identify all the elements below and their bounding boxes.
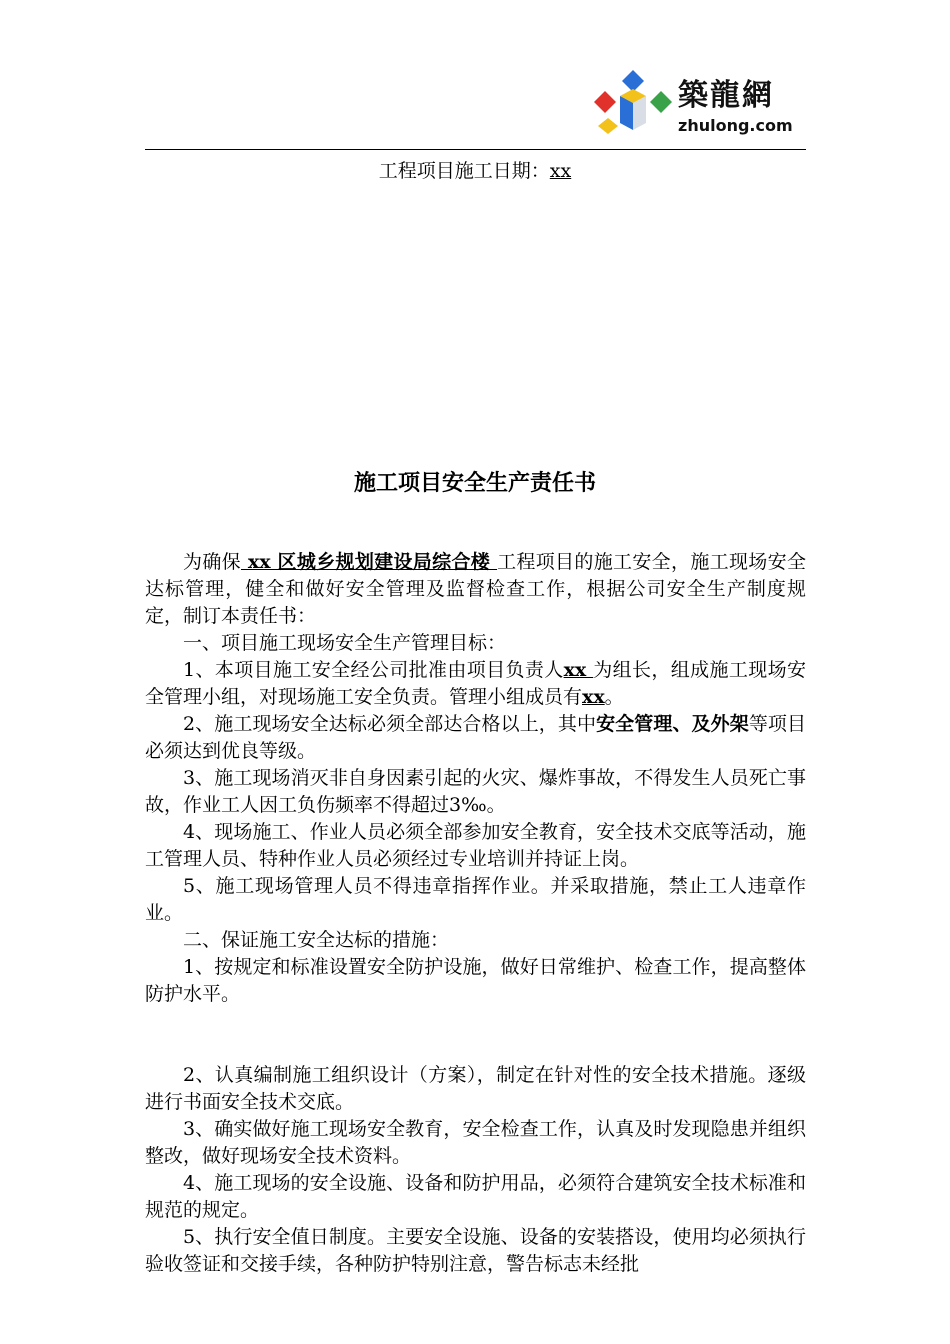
s1-item2-text-start: 2、施工现场安全达标必须全部达合格以上，其中 [183,713,597,735]
project-name: xx 区城乡规划建设局综合楼 [240,551,498,573]
zhulong-logo [592,68,807,140]
section-1-heading: 一、项目施工现场安全生产管理目标： [183,632,507,654]
section-1-item-4: 4、现场施工、作业人员必须全部参加安全教育，安全技术交底等活动，施工管理人员、特种作业人员必须经过专业培训并持证上岗。 [145,821,806,870]
section-2-heading: 二、保证施工安全达标的措施： [183,929,450,951]
intro-paragraph [145,549,806,630]
section-2-item-4: 4、施工现场的安全设施、设备和防护用品，必须符合建筑安全技术标准和规范的规定。 [145,1172,806,1221]
s1-item2-bold-text: 安全管理、及外架 [596,713,749,735]
s1-item1-text-end: 。 [604,686,624,708]
date-value: xx [549,160,572,182]
section-1-item-5: 5、施工现场管理人员不得违章指挥作业。并采取措施，禁止工人违章作业。 [145,875,806,924]
logo-domain-text: zhulong.com [678,116,793,135]
s1-item1-text-start: 1、本项目施工安全经公司批准由项目负责人 [183,659,564,681]
document-body [145,549,806,1278]
s1-item2-text-end: 等项目必须达到优良等级。 [145,713,806,762]
project-leader: xx [563,659,594,681]
document-title: 施工项目安全生产责任书 [353,471,596,496]
intro-text-start: 为确保 [183,551,241,573]
section-2-item-2: 2、认真编制施工组织设计（方案），制定在针对性的安全技术措施。逐级进行书面安全技术交底。 [145,1064,806,1113]
section-1-item-3: 3、施工现场消灭非自身因素引起的火灾、爆炸事故，不得发生人员死亡事故，作业工人因工负伤频率不得超过3‰。 [145,767,806,816]
section-2-item-5: 5、执行安全值日制度。主要安全设施、设备的安装搭设，使用均必须执行验收签证和交接手续，各种防护特别注意，警告标志未经批 [145,1226,806,1275]
section-1-item-2 [145,711,806,765]
header-divider [145,149,806,150]
zhulong-logo-mark-icon [592,68,674,140]
construction-date-line [0,156,950,183]
section-2-item-1: 1、按规定和标准设置安全防护设施，做好日常维护、检查工作，提高整体防护水平。 [145,956,806,1005]
logo-chinese-text: 築龍網 [678,78,774,113]
intro-text-end: 工程项目的施工安全，施工现场安全达标管理，健全和做好安全管理及监督检查工作，根据公司安全生产制度规定，制订本责任书： [145,551,806,627]
paragraph-gap [145,1008,806,1062]
section-1-item-1 [145,657,806,711]
s1-item1-text-mid: 为组长，组成施工现场安全管理小组，对现场施工安全负责。管理小组成员有 [145,659,806,708]
section-2-item-3: 3、确实做好施工现场安全教育，安全检查工作，认真及时发现隐患并组织整改，做好现场安全技术资料。 [145,1118,806,1167]
team-members: xx [582,686,605,708]
date-label: 工程项目施工日期： [378,160,550,182]
